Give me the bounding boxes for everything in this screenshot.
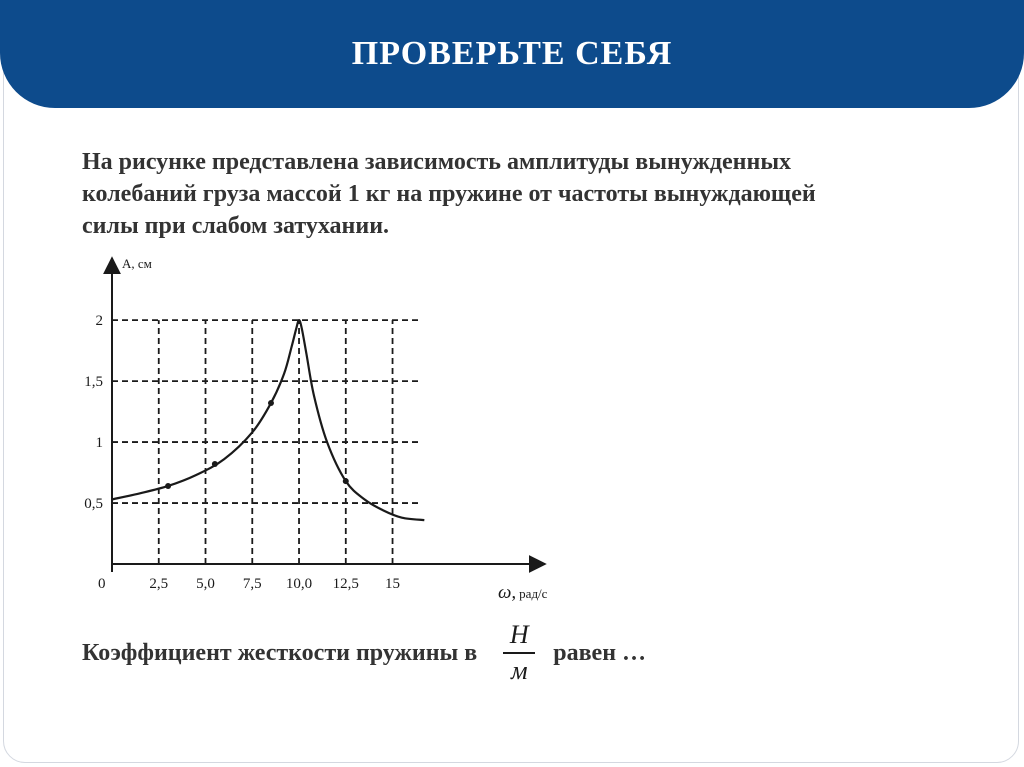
- curve-marker-3: [343, 478, 349, 484]
- origin-label: 0: [98, 576, 106, 592]
- answer-prompt: [82, 620, 647, 685]
- x-tick-label-2: 7,5: [242, 576, 262, 592]
- answer-suffix: равен …: [553, 639, 647, 666]
- answer-prefix: Коэффициент жесткости пружины в: [82, 639, 478, 666]
- unit-denominator: м: [510, 656, 528, 685]
- x-tick-label-0: 2,5: [149, 576, 169, 592]
- question-line-2: колебаний груза массой 1 кг на пружине от частоты вынуждающей: [82, 181, 816, 207]
- question-line-3: силы при слабом затухании.: [82, 213, 390, 239]
- y-axis-label: А, см: [122, 256, 152, 271]
- x-tick-label-4: 12,5: [332, 576, 359, 592]
- unit-fraction: [503, 620, 535, 686]
- y-tick-label-3: 2: [95, 313, 103, 330]
- x-tick-label-5: 15: [385, 576, 401, 592]
- curve-marker-1: [212, 461, 218, 467]
- y-tick-label-2: 1,5: [84, 374, 103, 391]
- x-axis-unit: рад/с: [519, 586, 548, 601]
- omega-symbol: ω,: [498, 582, 517, 603]
- y-tick-label-0: 0,5: [84, 496, 103, 513]
- x-axis-label: [498, 582, 548, 603]
- y-tick-label-1: 1: [95, 435, 103, 452]
- curve-marker-2: [268, 400, 274, 406]
- grid-lines: [112, 320, 422, 564]
- axes: [112, 258, 545, 572]
- page-title: ПРОВЕРЬТЕ СЕБЯ: [351, 35, 673, 72]
- x-tick-label-3: 10,0: [285, 576, 313, 592]
- tick-labels: [84, 313, 400, 592]
- x-tick-label-1: 5,0: [196, 576, 215, 592]
- unit-numerator: Н: [509, 620, 529, 649]
- curve-marker-0: [165, 483, 171, 489]
- question-line-1: На рисунке представлена зависимость амплитуды вынужденных: [82, 149, 792, 175]
- fraction-bar: [503, 652, 535, 654]
